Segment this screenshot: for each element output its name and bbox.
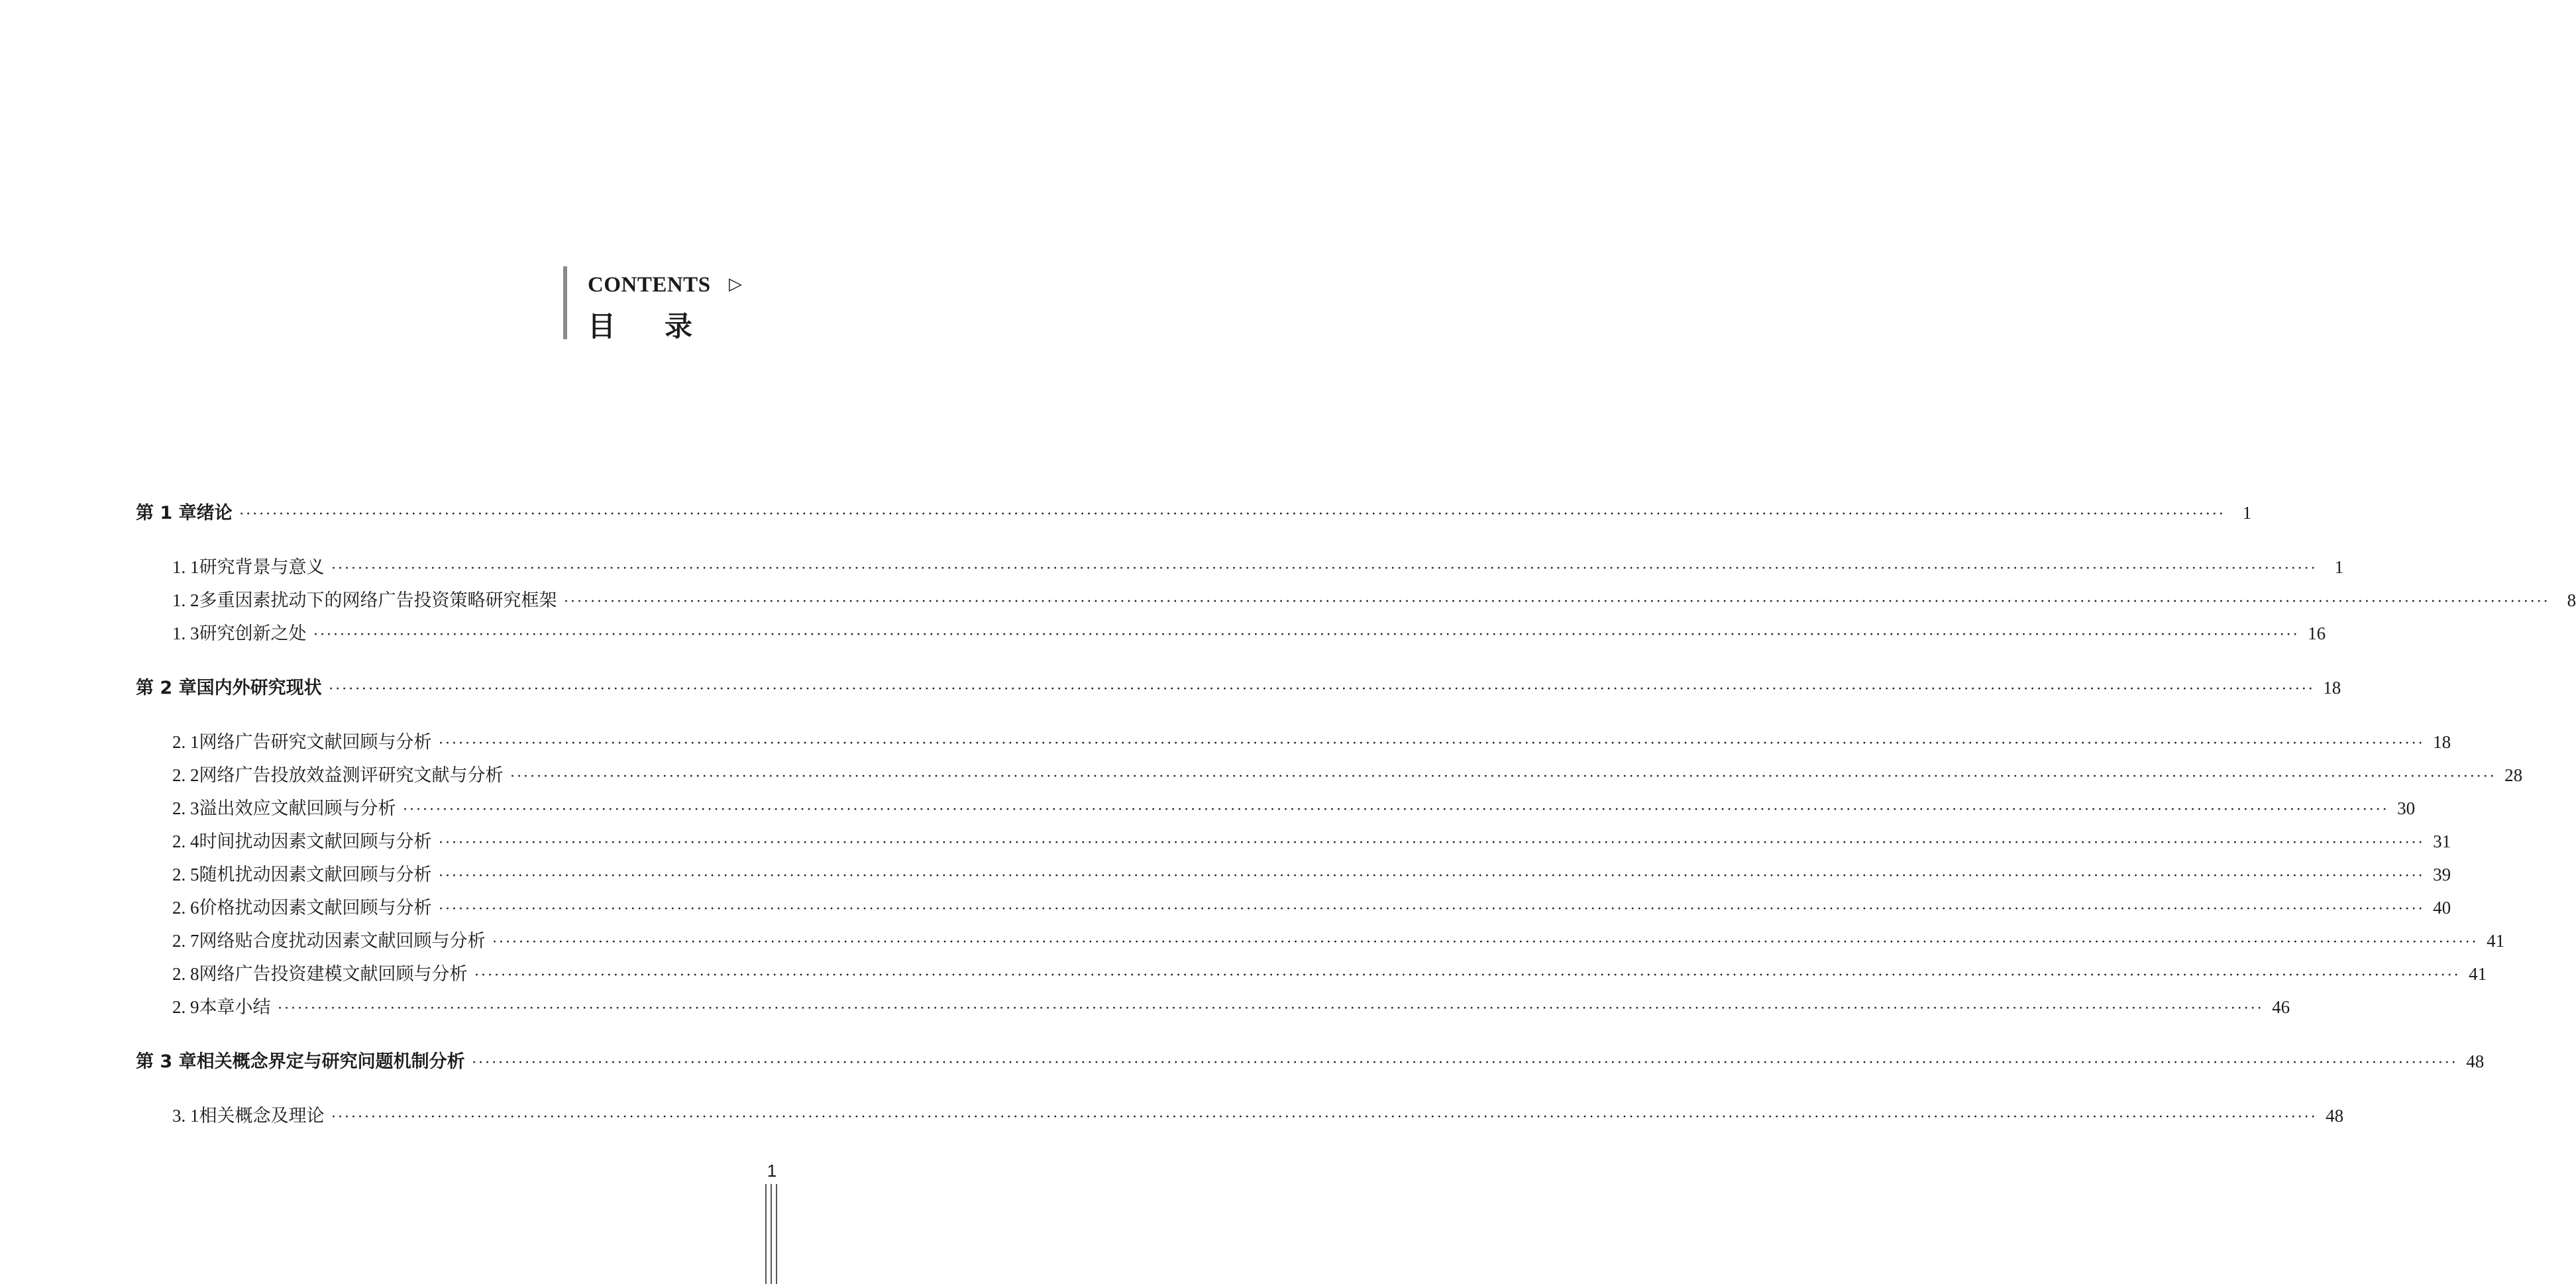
toc-entry-title: 绪论 <box>196 503 233 523</box>
toc-entry-title: 本章小结 <box>199 997 271 1018</box>
contents-title-english: CONTENTS <box>588 273 711 297</box>
toc-entry-number: 2. 5 <box>172 865 199 884</box>
toc-entry-page: 18 <box>2323 678 2341 698</box>
contents-heading <box>563 266 782 343</box>
toc-entry-page: 40 <box>2433 898 2451 918</box>
dot-leader: ············································································································································································································································································································ <box>563 593 2550 610</box>
toc-entry-number: 2. 6 <box>172 898 199 918</box>
toc-entry-title: 相关概念界定与研究问题机制分析 <box>196 1051 465 1072</box>
toc-entry-number: 2. 9 <box>172 997 199 1017</box>
toc-entry-number: 2. 7 <box>172 931 199 951</box>
toc-entry-page: 48 <box>2466 1051 2485 1071</box>
toc-entry-title: 国内外研究现状 <box>196 678 322 698</box>
toc-entry-title: 网络广告投放效益测评研究文献与分析 <box>199 765 504 786</box>
toc-entry-title: 研究创新之处 <box>199 623 307 644</box>
toc-entry[interactable] <box>172 893 2451 919</box>
toc-entry-page: 1 <box>2334 557 2344 577</box>
toc-entry-title: 时间扰动因素文献回顾与分析 <box>199 831 432 852</box>
dot-leader: ············································································································································································································································································································ <box>438 735 2425 752</box>
toc-entry-page: 41 <box>2469 964 2487 984</box>
toc-entry-page: 46 <box>2272 997 2290 1017</box>
toc-entry[interactable] <box>172 1101 2344 1127</box>
toc-entry[interactable] <box>172 761 2523 786</box>
toc-entry-number: 第 3 章 <box>136 1051 197 1072</box>
toc-entry-page: 48 <box>2326 1106 2344 1126</box>
toc-entry[interactable] <box>136 498 2252 524</box>
toc-entry[interactable] <box>172 727 2451 753</box>
dot-leader: ············································································································································································································································································································ <box>313 626 2300 643</box>
toc-entry-title: 多重因素扰动下的网络广告投资策略研究框架 <box>199 590 557 611</box>
dot-leader: ············································································································································································································································································································ <box>402 801 2389 818</box>
toc-entry-number: 3. 1 <box>172 1106 199 1126</box>
toc-entry-page: 1 <box>2242 503 2252 523</box>
toc-entry-number: 第 2 章 <box>136 678 197 698</box>
triangle-marker-icon: ▷ <box>729 274 742 294</box>
toc-entry[interactable] <box>136 1047 2485 1073</box>
toc-entry[interactable] <box>172 860 2451 886</box>
dot-leader: ············································································································································································································································································································ <box>438 834 2425 851</box>
toc-entry-title: 网络广告研究文献回顾与分析 <box>199 732 432 753</box>
toc-entry-number: 2. 8 <box>172 964 199 984</box>
contents-title-chinese: 目录 <box>588 310 742 343</box>
toc-entry-number: 2. 2 <box>172 765 199 785</box>
dot-leader: ············································································································································································································································································································ <box>492 934 2479 951</box>
toc-entry[interactable] <box>172 926 2505 952</box>
toc-entry-number: 2. 3 <box>172 798 199 818</box>
toc-entry-number: 第 1 章 <box>136 503 197 523</box>
toc-entry-page: 31 <box>2433 831 2451 851</box>
folio-rule-lines <box>765 1184 777 1284</box>
toc-entry-number: 2. 4 <box>172 831 199 851</box>
toc-entry[interactable] <box>172 553 2344 578</box>
toc-entry[interactable] <box>136 673 2341 699</box>
heading-bar <box>563 266 567 339</box>
dot-leader: ············································································································································································································································································································ <box>510 768 2496 785</box>
toc-entry-number: 2. 1 <box>172 732 199 752</box>
toc-entry-title: 相关概念及理论 <box>199 1106 325 1126</box>
toc-entry[interactable] <box>172 794 2416 820</box>
dot-leader: ············································································································································································································································································································ <box>277 1000 2264 1017</box>
toc-entry[interactable] <box>172 586 2576 612</box>
toc-entry[interactable] <box>172 959 2487 985</box>
toc-entry-page: 8 <box>2567 590 2576 610</box>
toc-entry-title: 随机扰动因素文献回顾与分析 <box>199 865 432 885</box>
toc-entry-title: 网络广告投资建模文献回顾与分析 <box>199 964 468 985</box>
dot-leader: ············································································································································································································································································································ <box>239 506 2226 523</box>
toc-entry-page: 18 <box>2433 732 2451 752</box>
toc-entry-number: 1. 2 <box>172 590 199 610</box>
toc-entry-page: 41 <box>2487 931 2505 951</box>
toc-entry-title: 网络贴合度扰动因素文献回顾与分析 <box>199 931 486 951</box>
toc-entry-title: 研究背景与意义 <box>199 557 325 578</box>
dot-leader: ············································································································································································································································································································ <box>331 1108 2318 1126</box>
toc-entry-page: 39 <box>2433 865 2451 884</box>
dot-leader: ············································································································································································································································································································ <box>471 1054 2458 1071</box>
toc-entry-title: 价格扰动因素文献回顾与分析 <box>199 898 432 918</box>
dot-leader: ············································································································································································································································································································ <box>331 560 2318 577</box>
toc-entry-page: 28 <box>2504 765 2523 785</box>
dot-leader: ············································································································································································································································································································ <box>438 900 2425 918</box>
toc-entry-title: 溢出效应文献回顾与分析 <box>199 798 396 819</box>
dot-leader: ············································································································································································································································································································ <box>438 867 2425 884</box>
page-number: 1 <box>767 1161 777 1181</box>
toc-entry-number: 1. 3 <box>172 623 199 643</box>
toc-entry[interactable] <box>172 992 2290 1018</box>
dot-leader: ············································································································································································································································································································ <box>328 680 2315 698</box>
toc-entry-page: 30 <box>2397 798 2416 818</box>
dot-leader: ············································································································································································································································································································ <box>474 967 2461 984</box>
toc-entry[interactable] <box>172 619 2326 645</box>
toc-entry[interactable] <box>172 827 2451 853</box>
toc-entry-page: 16 <box>2308 623 2326 643</box>
toc-entry-number: 1. 1 <box>172 557 199 577</box>
